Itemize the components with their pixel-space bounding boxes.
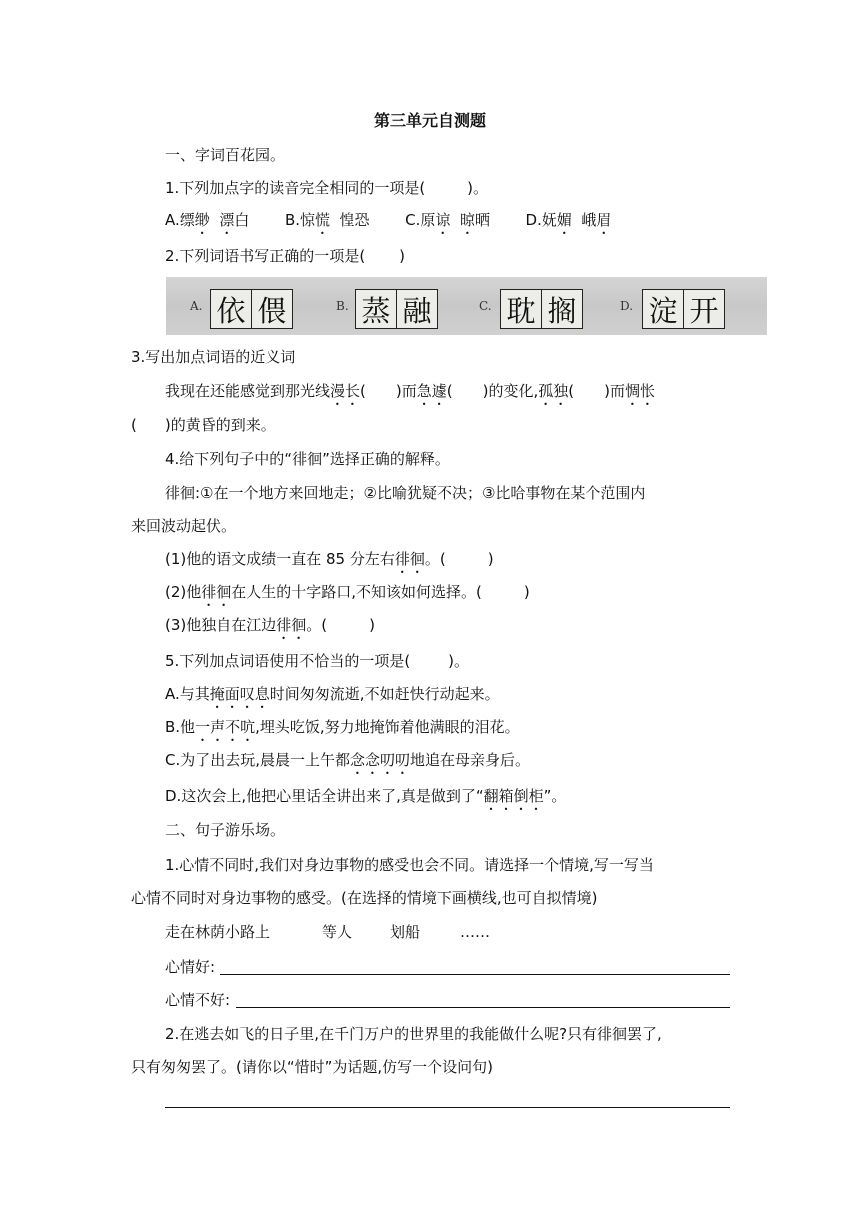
dotted-word-3: 孤独 [538, 382, 569, 400]
option-c-word-box [500, 289, 583, 329]
scenario-3: 划船 [390, 923, 421, 941]
section2-question-1-line-1: 1.心情不同时,我们对身边事物的感受也会不同。请选择一个情境,写一写当 [165, 856, 654, 874]
dotted-word-2: 急遽 [416, 382, 447, 400]
option-a-word-box [210, 289, 293, 329]
option-b: B.惊慌 惶恐 [284, 211, 370, 229]
option-c-char-1: 耽 [506, 293, 536, 328]
question-2-answer-line[interactable] [165, 1107, 730, 1108]
mood-good-label: 心情好: [165, 958, 216, 976]
question-4-sentence-2: (2)他徘徊在人生的十字路口,不知该如何选择。( ) [165, 583, 530, 601]
question-5-option-d: D.这次会上,他把心里话全讲出来了,真是做到了“翻箱倒柜”。 [165, 787, 567, 805]
option-c-char-2: 搁 [541, 290, 582, 328]
scenario-4: …… [460, 923, 490, 941]
option-d-letter: D. [620, 299, 634, 313]
option-d: D.妩媚 峨眉 [525, 211, 612, 229]
option-c: C.原谅 晾晒 [405, 211, 490, 229]
option-b-letter: B. [336, 299, 349, 313]
question-3-sentence-line-2: ( )的黄昏的到来。 [131, 416, 276, 434]
page-title: 第三单元自测题 [373, 111, 486, 130]
question-5-option-a: A.与其掩面叹息时间匆匆流逝,不如赶快行动起来。 [165, 685, 500, 703]
option-b-char-1: 蒸 [361, 293, 391, 328]
question-5-option-c: C.为了出去玩,晨晨一上午都念念叨叨地追在母亲身后。 [165, 751, 531, 769]
option-a-letter: A. [190, 299, 203, 313]
option-a-char-2: 偎 [251, 290, 292, 328]
mood-bad-label: 心情不好: [165, 991, 231, 1009]
section-heading-sentences: 二、句子游乐场。 [165, 821, 286, 839]
section-heading-vocabulary: 一、字词百花园。 [165, 146, 286, 164]
option-d-word-box [642, 289, 725, 329]
scenario-2: 等人 [322, 923, 353, 941]
question-5-option-b: B.他一声不吭,埋头吃饭,努力地掩饰着他满眼的泪花。 [165, 718, 520, 736]
section2-question-2-line-1: 2.在逃去如飞的日子里,在千门万户的世界里的我能做什么呢?只有徘徊罢了, [165, 1025, 662, 1043]
scenario-1: 走在林荫小路上 [165, 923, 271, 941]
option-c-letter: C. [479, 299, 492, 313]
question-4-definition-line-2: 来回波动起伏。 [131, 517, 237, 535]
dotted-word-1: 漫长 [330, 382, 361, 400]
section2-question-1-line-2: 心情不同时对身边事物的感受。(在选择的情境下画横线,也可自拟情境) [131, 889, 598, 907]
question-2-stem: 2.下列词语书写正确的一项是( ) [165, 247, 406, 265]
question-4-definition-line-1: 徘徊:①在一个地方来回地走；②比喻犹疑不决；③比哈事物在某个范围内 [165, 484, 646, 502]
option-d-char-1: 淀 [648, 293, 678, 328]
mood-good-answer-line[interactable] [220, 974, 730, 975]
question-1-options [165, 209, 611, 238]
question-4-stem: 4.给下列句子中的“徘徊”选择正确的解释。 [165, 450, 450, 468]
word-options-image [166, 277, 767, 335]
mood-bad-answer-line[interactable] [236, 1007, 730, 1008]
dotted-word-4: 惆怅 [624, 382, 655, 400]
option-a: A.缥缈 漂白 [165, 211, 250, 229]
question-4-sentence-3: (3)他独自在江边徘徊。( ) [165, 616, 375, 634]
question-1-stem: 1.下列加点字的读音完全相同的一项是( )。 [165, 179, 489, 197]
option-d-char-2: 开 [683, 290, 724, 328]
section2-question-2-line-2: 只有匆匆罢了。(请你以“惜时”为话题,仿写一个设问句) [131, 1058, 494, 1076]
option-b-word-box [355, 289, 438, 329]
question-5-stem: 5.下列加点词语使用不恰当的一项是( )。 [165, 652, 470, 670]
option-b-char-2: 融 [396, 290, 437, 328]
question-3-sentence-line-1: 我现在还能感觉到那光线漫长( )而急遽( )的变化,孤独( )而惆怅 [165, 382, 655, 400]
question-4-sentence-1: (1)他的语文成绩一直在 85 分左右徘徊。( ) [165, 550, 494, 568]
option-a-char-1: 依 [216, 293, 246, 328]
question-3-stem: 3.写出加点词语的近义词 [131, 348, 296, 366]
